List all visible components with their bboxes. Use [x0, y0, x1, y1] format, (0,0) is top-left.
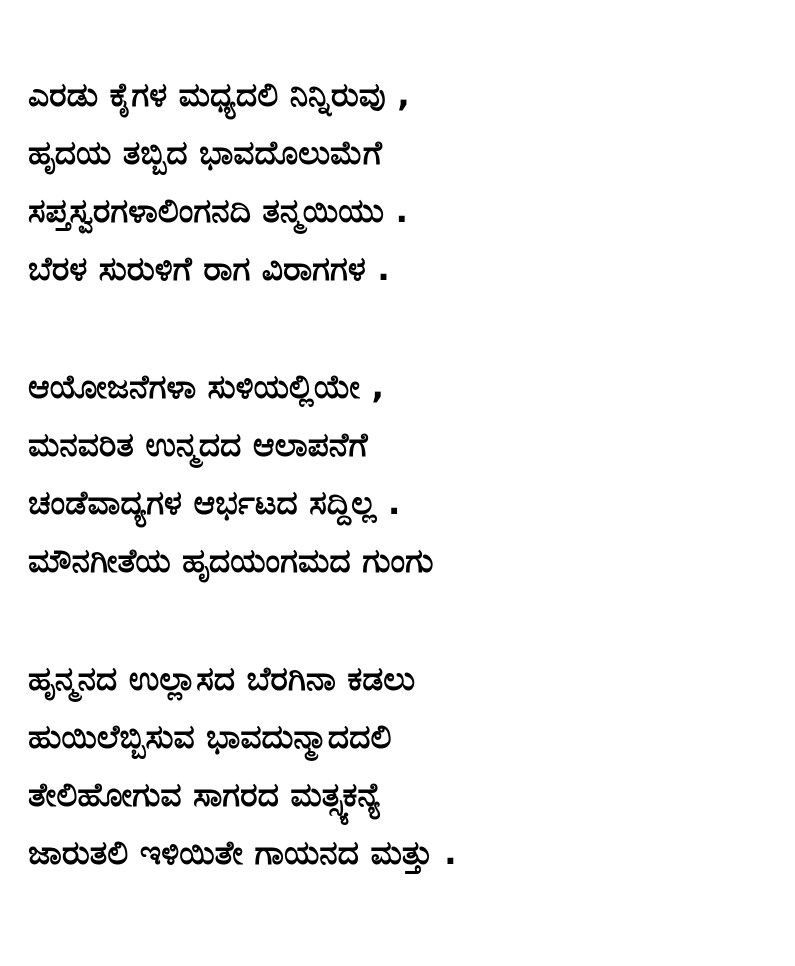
stanza-1 [28, 66, 778, 298]
poem [28, 66, 778, 882]
poem-line: ಮನವರಿತ ಉನ್ಮದದ ಆಲಾಪನೆಗೆ [28, 425, 368, 464]
poem-line: ಚಂಡೆವಾದ್ಯಗಳ ಆರ್ಭಟದ ಸದ್ದಿಲ್ಲ . [28, 483, 401, 522]
poem-line: ಎರಡು ಕೈಗಳ ಮಧ್ಯದಲಿ ನಿನ್ನಿರುವು , [28, 75, 410, 114]
stanza-3 [28, 650, 778, 882]
poem-line: ಆಯೋಜನೆಗಳಾ ಸುಳಿಯಲ್ಲಿಯೇ , [28, 367, 385, 406]
poem-line: ಹೃದಯ ತಬ್ಬಿದ ಭಾವದೊಲುಮೆಗೆ [28, 133, 382, 172]
poem-line: ಸಪ್ತಸ್ವರಗಳಾಲಿಂಗನದಿ ತನ್ಮಯಿಯು . [28, 191, 409, 230]
stanza-2 [28, 358, 778, 590]
poem-line: ತೇಲಿಹೋಗುವ ಸಾಗರದ ಮತ್ಸ್ಯಕನ್ಯೆ [28, 775, 382, 814]
poem-line: ಹೃನ್ಮನದ ಉಲ್ಲಾಸದ ಬೆರಗಿನಾ ಕಡಲು [28, 659, 416, 698]
poem-line: ಬೆರಳ ಸುರುಳಿಗೆ ರಾಗ ವಿರಾಗಗಳ . [28, 249, 390, 288]
poem-line: ಹುಯಿಲೆಬ್ಬಿಸುವ ಭಾವದುನ್ಮಾದದಲಿ [28, 717, 392, 756]
poem-line: ಜಾರುತಲಿ ಇಳಿಯಿತೇ ಗಾಯನದ ಮತ್ತು . [28, 833, 457, 872]
poem-line: ಮೌನಗೀತೆಯ ಹೃದಯಂಗಮದ ಗುಂಗು [28, 541, 434, 580]
